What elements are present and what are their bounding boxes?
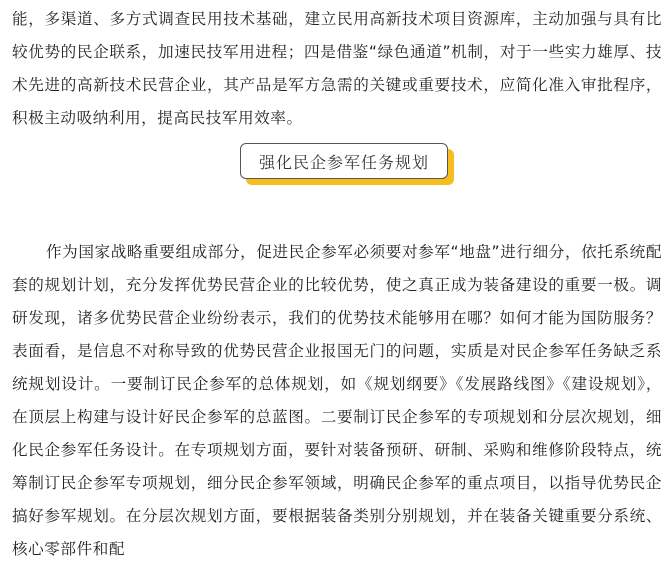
section-heading-block [12,135,662,187]
intro-paragraph: 能，多渠道、多方式调查民用技术基础，建立民用高新技术项目资源库，主动加强与具有比较优势的民企联系，加速民技军用进程；四是借鉴“绿色通道”机制，对于一些实力雄厚、技术先进的高新技术民营企业，其产品是军方急需的关键或重要技术，应简化准入审批程序，积极主动吸纳利用，提高民技军用效率。 [12,10,662,127]
section-heading: 强化民企参军任务规划 [258,152,429,172]
body-paragraph: 作为国家战略重要组成部分，促进民企参军必须要对参军“地盘”进行细分，依托系统配套的规划计划，充分发挥优势民营企业的比较优势，使之真正成为装备建设的重要一极。调研发现，诸多优势民营企业纷纷表示，我们的优势技术能够用在哪？如何才能为国防服务？表面看，是信息不对称导致的优势民营企业报国无门的问题，实质是对民企参军任务缺乏系统规划设计。一要制订民企参军的总体规划，如《规划纲要》《发展路线图》《建设规划》，在顶层上构建与设计好民企参军的总蓝图。二要制订民企参军的专项规划和分层次规划，细化民企参军任务设计。在专项规划方面，要针对装备预研、研制、采购和维修阶段特点，统筹制订民企参军专项规划，细分民企参军领域，明确民企参军的重点项目，以指导优势民企搞好参军规划。在分层次规划方面，要根据装备类别分别规划，并在装备关键重要分系统、核心零部件和配 [12,243,662,558]
section-heading-box [240,143,448,179]
article-body [12,0,662,566]
